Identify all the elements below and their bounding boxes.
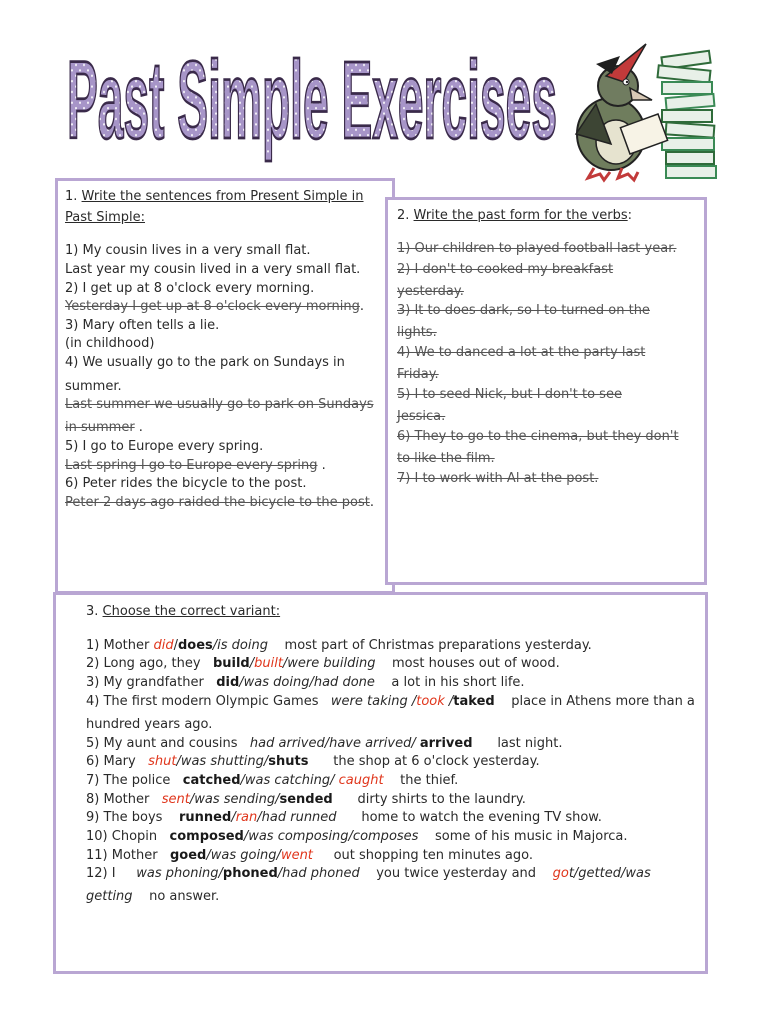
option-text: last night. bbox=[497, 736, 563, 751]
bird-with-books-icon bbox=[566, 34, 726, 184]
ex1-heading bbox=[65, 189, 364, 205]
ex1-line bbox=[65, 458, 326, 474]
ex1-line: 6) Peter rides the bicycle to the post. bbox=[65, 476, 307, 491]
ex1-line bbox=[65, 495, 374, 511]
ex3-heading-text: Choose the correct variant: bbox=[102, 604, 281, 619]
option-text: 2) Long ago, they bbox=[86, 656, 205, 671]
ex3-item bbox=[86, 792, 526, 808]
correct-answer: went bbox=[280, 848, 313, 863]
ex2-strikethrough-line: 2) I don't to cooked my breakfast bbox=[397, 262, 614, 277]
ex1-period: . bbox=[134, 420, 143, 435]
ex3-heading bbox=[86, 604, 280, 620]
ex3-item bbox=[86, 675, 525, 691]
ex2-strikethrough-line: lights. bbox=[397, 325, 437, 340]
option-text: most part of Christmas preparations yesterday. bbox=[284, 638, 592, 653]
correct-answer: go bbox=[552, 866, 569, 881]
option-text: the thief. bbox=[400, 773, 459, 788]
option-text: /were building bbox=[282, 656, 376, 671]
ex1-heading-line2: Past Simple: bbox=[65, 210, 145, 225]
option-text: getting bbox=[86, 889, 133, 904]
option-text: / bbox=[249, 656, 255, 671]
option-text: /was sending/ bbox=[189, 792, 280, 807]
ex3-item bbox=[86, 889, 219, 905]
ex1-number: 1. bbox=[65, 189, 78, 204]
ex2-heading-text: Write the past form for the verbs bbox=[413, 208, 628, 223]
option-text: /was composing/composes bbox=[243, 829, 419, 844]
option-text: 12) I bbox=[86, 866, 120, 881]
bold-option: shuts bbox=[268, 754, 309, 769]
ex2-strikethrough-line: 5) I to seed Nick, but I don't to see bbox=[397, 387, 622, 402]
ex2-heading bbox=[397, 208, 632, 224]
ex3-item bbox=[86, 717, 212, 733]
option-text: 10) Chopin bbox=[86, 829, 162, 844]
bold-option: sended bbox=[279, 792, 333, 807]
correct-answer: built bbox=[254, 656, 283, 671]
ex1-strikethrough-answer: Last spring I go to Europe every spring bbox=[65, 458, 318, 473]
option-text: you twice yesterday and bbox=[376, 866, 541, 881]
ex1-strikethrough-answer: Yesterday I get up at 8 o'clock every morning bbox=[65, 299, 360, 314]
ex3-item bbox=[86, 773, 458, 789]
page-title bbox=[62, 38, 562, 178]
correct-answer: caught bbox=[338, 773, 384, 788]
ex2-strikethrough-line: Friday. bbox=[397, 367, 439, 382]
ex1-line: (in childhood) bbox=[65, 336, 155, 351]
option-text: 3) My grandfather bbox=[86, 675, 208, 690]
option-text: 8) Mother bbox=[86, 792, 154, 807]
ex2-strikethrough-line: 7) I to work with Al at the post. bbox=[397, 471, 599, 486]
ex1-strikethrough-answer: in summer bbox=[65, 420, 135, 435]
option-text: /was shutting/ bbox=[176, 754, 269, 769]
ex1-line bbox=[65, 299, 364, 315]
bold-option: arrived bbox=[419, 736, 473, 751]
exercise-3-box bbox=[53, 592, 708, 974]
option-text: were taking / bbox=[330, 694, 417, 709]
option-text: home to watch the evening TV show. bbox=[361, 810, 602, 825]
option-text: out shopping ten minutes ago. bbox=[333, 848, 534, 863]
ex1-line: 3) Mary often tells a lie. bbox=[65, 318, 220, 333]
bold-option: does bbox=[177, 638, 213, 653]
ex2-strikethrough-line: to like the film. bbox=[397, 451, 495, 466]
option-text: /was catching/ bbox=[240, 773, 339, 788]
correct-answer: sent bbox=[161, 792, 190, 807]
option-text: the shop at 6 o'clock yesterday. bbox=[333, 754, 540, 769]
ex3-number: 3. bbox=[86, 604, 99, 619]
ex1-period: . bbox=[359, 299, 365, 314]
ex1-strikethrough-answer: Last summer we usually go to park on Sundays bbox=[65, 397, 374, 412]
option-text: / bbox=[444, 694, 454, 709]
option-text: some of his music in Majorca. bbox=[434, 829, 628, 844]
ex1-line: 4) We usually go to the park on Sundays in bbox=[65, 355, 345, 370]
ex1-line bbox=[65, 420, 143, 436]
option-text: /is doing bbox=[212, 638, 268, 653]
option-text: was phoning/ bbox=[136, 866, 223, 881]
option-text: /was doing/had done bbox=[239, 675, 375, 690]
correct-answer: took bbox=[416, 694, 445, 709]
ex2-strikethrough-line: 4) We to danced a lot at the party last bbox=[397, 345, 646, 360]
bold-option: composed bbox=[169, 829, 244, 844]
ex1-line: 2) I get up at 8 o'clock every morning. bbox=[65, 281, 315, 296]
option-text: 6) Mary bbox=[86, 754, 140, 769]
ex2-number: 2. bbox=[397, 208, 410, 223]
ex3-item bbox=[86, 810, 602, 826]
option-text: t/getted/was bbox=[568, 866, 651, 881]
bold-option: did bbox=[216, 675, 240, 690]
ex1-line: 1) My cousin lives in a very small flat. bbox=[65, 243, 311, 258]
option-text: had arrived/have arrived/ bbox=[249, 736, 420, 751]
option-text: most houses out of wood. bbox=[392, 656, 560, 671]
bold-option: phoned bbox=[222, 866, 278, 881]
ex1-line: Last year my cousin lived in a very small flat. bbox=[65, 262, 361, 277]
title-text: Past Simple Exercises bbox=[67, 38, 558, 162]
option-text: hundred years ago. bbox=[86, 717, 213, 732]
option-text: 11) Mother bbox=[86, 848, 162, 863]
ex1-period: . bbox=[317, 458, 326, 473]
correct-answer: did bbox=[153, 638, 174, 653]
option-text: / bbox=[231, 810, 236, 825]
option-text: / bbox=[173, 638, 178, 653]
ex2-strikethrough-line: 3) It to does dark, so I to turned on the bbox=[397, 303, 650, 318]
ex3-item bbox=[86, 754, 540, 770]
ex2-strikethrough-line: 6) They to go to the cinema, but they don't bbox=[397, 429, 679, 444]
bold-option: taked bbox=[453, 694, 495, 709]
option-text: 4) The first modern Olympic Games bbox=[86, 694, 323, 709]
bold-option: build bbox=[212, 656, 250, 671]
bold-option: goed bbox=[170, 848, 207, 863]
ex3-item bbox=[86, 638, 592, 654]
ex3-item bbox=[86, 694, 695, 710]
option-text: place in Athens more than a bbox=[511, 694, 695, 709]
ex3-item bbox=[86, 848, 533, 864]
correct-answer: shut bbox=[148, 754, 177, 769]
option-text: 9) The boys bbox=[86, 810, 167, 825]
option-text: /had phoned bbox=[277, 866, 360, 881]
ex1-period: . bbox=[369, 495, 374, 510]
option-text: 5) My aunt and cousins bbox=[86, 736, 242, 751]
option-text: a lot in his short life. bbox=[391, 675, 525, 690]
exercise-2-box bbox=[385, 197, 707, 585]
ex1-line: summer. bbox=[65, 379, 122, 394]
ex2-strikethrough-line: yesterday. bbox=[397, 284, 464, 299]
book-stack-icon bbox=[658, 51, 716, 178]
option-text: 1) Mother bbox=[86, 638, 154, 653]
option-text: /was going/ bbox=[206, 848, 281, 863]
ex1-line: 5) I go to Europe every spring. bbox=[65, 439, 264, 454]
ex2-colon: : bbox=[627, 208, 633, 223]
ex3-item bbox=[86, 829, 628, 845]
ex3-item bbox=[86, 656, 560, 672]
bold-option: catched bbox=[182, 773, 241, 788]
ex2-strikethrough-line: 1) Our children to played football last year. bbox=[397, 241, 677, 256]
ex2-strikethrough-line: Jessica. bbox=[397, 409, 446, 424]
option-text: dirty shirts to the laundry. bbox=[357, 792, 526, 807]
ex3-item bbox=[86, 866, 651, 882]
option-text: 7) The police bbox=[86, 773, 175, 788]
ex3-item bbox=[86, 736, 562, 752]
option-text: /had runned bbox=[257, 810, 337, 825]
exercise-1-box bbox=[55, 178, 395, 594]
bold-option: runned bbox=[179, 810, 232, 825]
ex1-strikethrough-answer: Peter 2 days ago raided the bicycle to the post bbox=[65, 495, 370, 510]
ex1-heading-line1: Write the sentences from Present Simple in bbox=[81, 189, 364, 204]
correct-answer: ran bbox=[235, 810, 258, 825]
option-text: no answer. bbox=[149, 889, 220, 904]
